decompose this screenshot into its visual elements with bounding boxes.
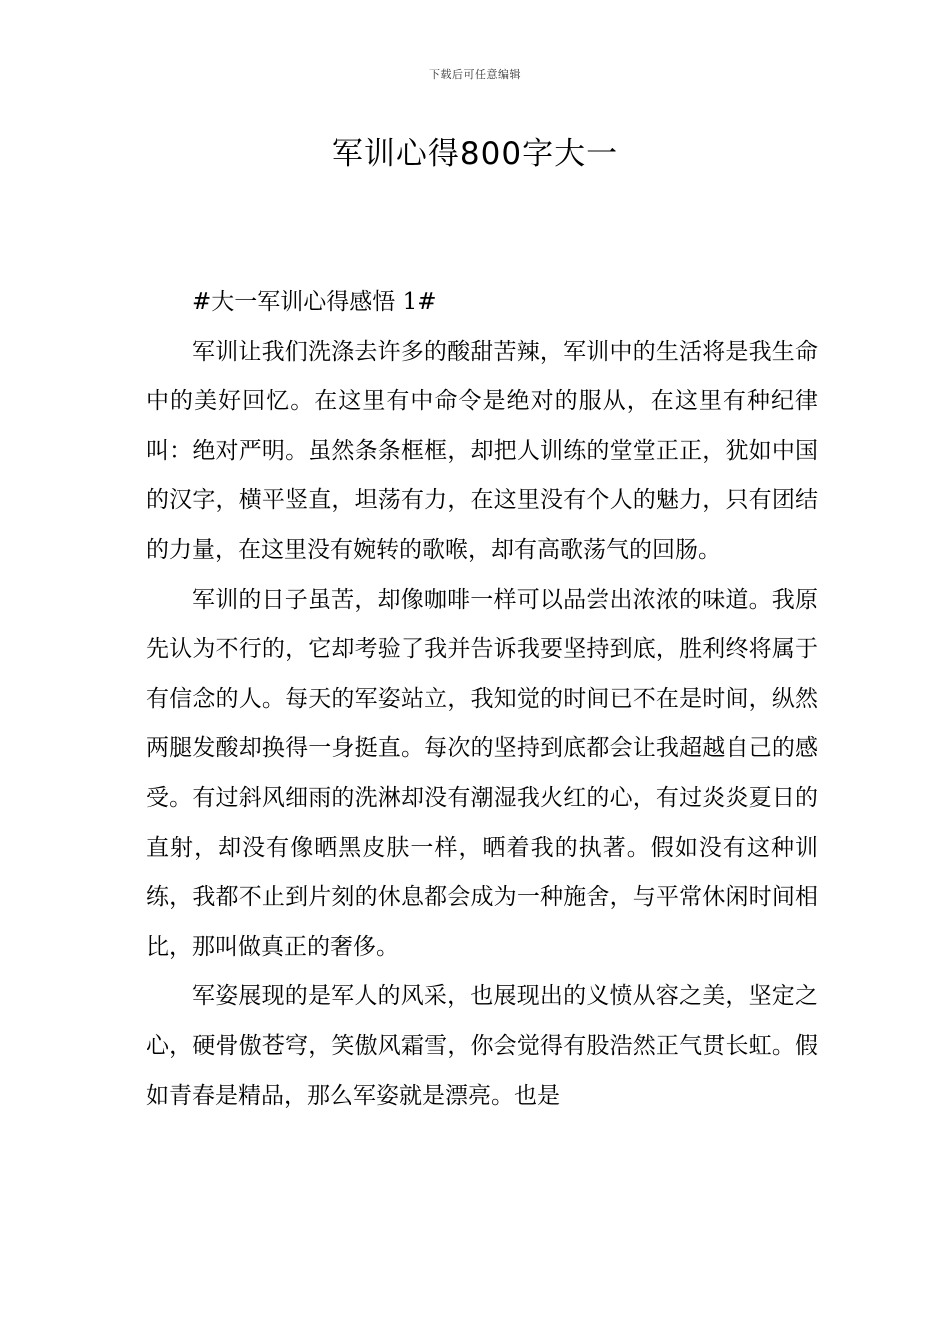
section-heading: #大一军训心得感悟 1# — [192, 289, 437, 315]
header-note: 下载后可任意编辑 — [429, 68, 521, 81]
paragraph-1: 军训让我们洗涤去许多的酸甜苦辣，军训中的生活将是我生命中的美好回忆。在这里有中命令是绝对的服从，在这里有种纪律叫：绝对严明。虽然条条框框，却把人训练的堂堂正正，犹如中国的汉字，横平竖直，坦荡有力，在这里没有个人的魅力，只有团结的力量，在这里没有婉转的歌喉，却有高歌荡气的回肠。 — [146, 338, 818, 563]
paragraph-2: 军训的日子虽苦，却像咖啡一样可以品尝出浓浓的味道。我原先认为不行的，它却考验了我并告诉我要坚持到底，胜利终将属于有信念的人。每天的军姿站立，我知觉的时间已不在是时间，纵然两腿发酸却换得一身挺直。每次的坚持到底都会让我超越自己的感受。有过斜风细雨的洗淋却没有潮湿我火红的心，有过炎炎夏日的直射，却没有像晒黑皮肤一样，晒着我的执著。假如没有这种训练，我都不止到片刻的休息都会成为一种施舍，与平常休闲时间相比，那叫做真正的奢侈。 — [146, 586, 818, 960]
document-title: 军训心得800字大一 — [331, 136, 619, 172]
paragraph-3: 军姿展现的是军人的风采，也展现出的义愤从容之美，坚定之心，硬骨傲苍穹，笑傲风霜雪，你会觉得有股浩然正气贯长虹。假如青春是精品，那么军姿就是漂亮。也是 — [146, 983, 818, 1109]
document-body — [146, 278, 818, 1121]
